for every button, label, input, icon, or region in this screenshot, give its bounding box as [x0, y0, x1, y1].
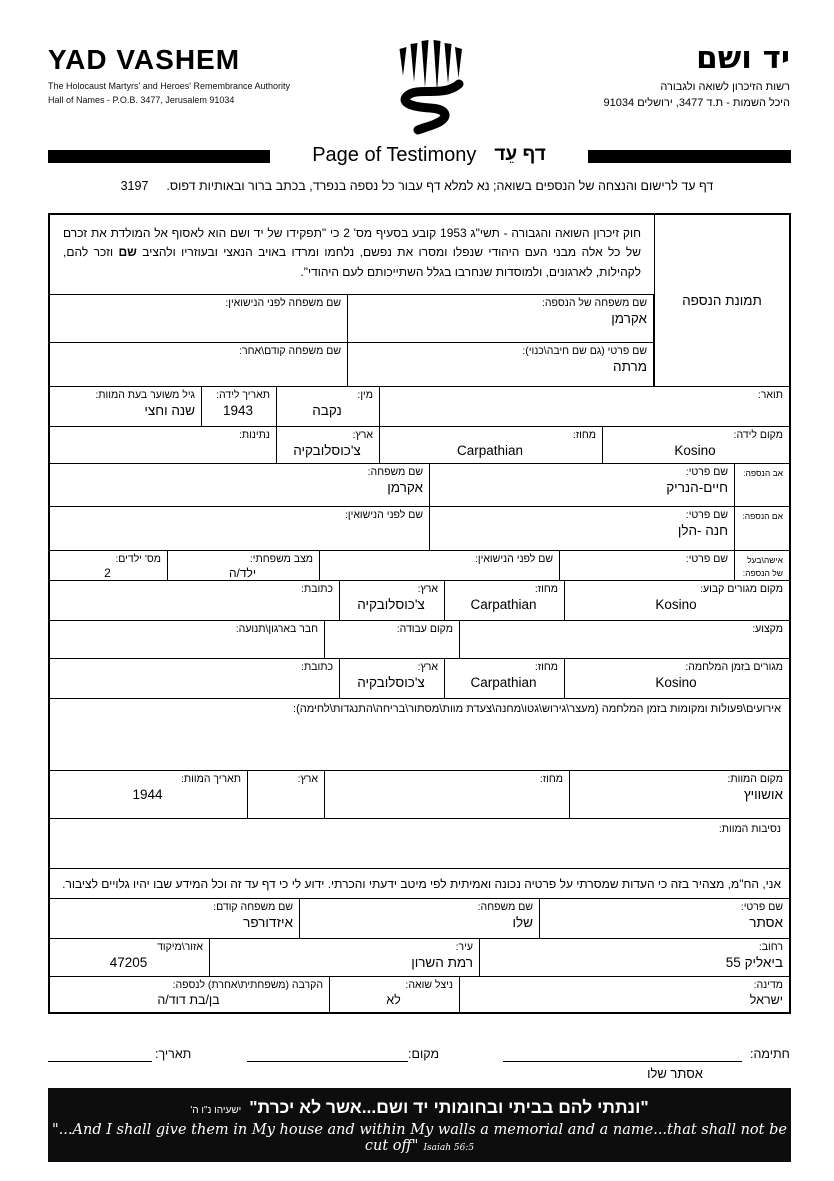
field-label: תאריך לידה:	[216, 389, 270, 401]
row-personal	[50, 387, 789, 427]
field-label: מחוז:	[534, 661, 558, 673]
field-label: מקום לידה:	[733, 429, 783, 441]
place-line	[247, 1061, 408, 1062]
field-residence-address	[50, 581, 340, 620]
field-residence-country	[340, 581, 445, 620]
field-label: שם משפחה קודם\אחר:	[239, 345, 341, 357]
field-label: חבר בארגון\תנועה:	[235, 623, 318, 635]
field-value: Kosino	[674, 443, 716, 459]
field-citizenship	[50, 427, 277, 463]
field-other-name	[50, 343, 348, 386]
law-paragraph	[50, 215, 654, 295]
field-label: של הנספה:	[742, 567, 783, 578]
field-organization-member	[50, 621, 325, 658]
field-label: ניצל שואה:	[405, 979, 453, 991]
field-submitter-family-name	[300, 899, 540, 938]
field-label: שם פרטי:	[740, 901, 783, 913]
field-label: מקום מגורים קבוע:	[700, 583, 783, 595]
field-birth-date	[202, 387, 277, 426]
field-death-circumstances	[50, 819, 789, 869]
field-birth-district	[380, 427, 603, 463]
header-right	[604, 42, 790, 112]
org-subtitle-he: רשות הזיכרון לשואה ולגבורה	[660, 80, 790, 93]
page-title-en: Page of Testimony	[312, 143, 477, 166]
field-label: שם פרטי (גם שם חיבה\כנוי):	[522, 345, 647, 357]
field-holocaust-survivor	[330, 977, 460, 1012]
field-father-first-name	[430, 464, 735, 506]
testimony-form-table	[48, 213, 791, 1014]
row-spouse	[50, 551, 789, 581]
field-first-name	[348, 343, 654, 386]
field-value: 47205	[109, 955, 148, 971]
field-label: נתינות:	[238, 429, 270, 441]
field-value: מרתה	[613, 359, 647, 375]
row-wartime-residence	[50, 659, 789, 699]
field-value: צ'כוסלובקיה	[357, 675, 425, 691]
field-label: מקום המוות:	[727, 773, 783, 785]
field-label: תאריך המוות:	[181, 773, 241, 785]
field-mother-first-name	[430, 507, 735, 550]
row-mother	[50, 507, 789, 551]
field-label: שם משפחה לפני הנישואין:	[225, 297, 341, 309]
field-death-district	[325, 771, 570, 818]
field-submitter-street	[480, 939, 789, 976]
field-spouse-first-name	[560, 551, 735, 580]
title-rule-left	[48, 150, 270, 163]
field-label: מדינה:	[753, 979, 783, 991]
field-death-date	[50, 771, 248, 818]
field-number-of-children	[50, 551, 168, 580]
row-death	[50, 771, 789, 819]
row-submitter-address	[50, 939, 789, 977]
field-label: רחוב:	[758, 941, 783, 953]
field-spouse-maiden-name	[320, 551, 560, 580]
row-submitter-name	[50, 899, 789, 939]
field-label: מס' ילדים:	[115, 553, 161, 565]
field-label: מחוז:	[534, 583, 558, 595]
footer-quote-hebrew-ref: ישעיהו נ"ו ה'	[190, 1105, 242, 1116]
field-wartime-place	[565, 659, 789, 698]
group-label-father	[735, 464, 789, 506]
field-label: ארץ:	[417, 661, 438, 673]
footer-quote-english: "...And I shall give them in My house and within My walls a memorial and a name...that shall not be cut off"	[52, 1121, 787, 1154]
field-value: אקרמן	[611, 311, 647, 327]
field-label: מצב משפחתי:	[249, 553, 313, 565]
field-relation-to-victim	[50, 977, 330, 1012]
field-value: שנה וחצי	[144, 403, 195, 419]
field-label: אב הנספה:	[743, 468, 783, 478]
law-text-bold: שם	[118, 245, 137, 260]
field-label: כתובת:	[301, 583, 333, 595]
instruction-text: דף עד לרישום והנצחה של הנספים בשואה; נא למלא דף עבור כל נספה בנפרד, בכתב ברור ובאותיות דפוס.	[166, 179, 714, 193]
field-label: ארץ:	[417, 583, 438, 595]
field-value: צ'כוסלובקיה	[293, 443, 361, 459]
field-father-family-name	[50, 464, 430, 506]
declaration-statement	[50, 869, 789, 899]
row-family-name	[50, 295, 654, 343]
field-value: 1943	[222, 403, 254, 419]
field-submitter-zip	[50, 939, 210, 976]
field-value: לא	[386, 993, 401, 1008]
field-value: בן/בת דוד/ה	[157, 993, 220, 1008]
row-profession	[50, 621, 789, 659]
signature-line	[503, 1061, 742, 1062]
field-death-place	[570, 771, 789, 818]
law-text-part2: וזכר להם, לקהילות, לארגונים, ולמוסדות שנחרבו בגלל השתייכותם לעם היהודי".	[63, 245, 641, 279]
row-submitter-country	[50, 977, 789, 1012]
field-residence-district	[445, 581, 565, 620]
law-text-part1: חוק זיכרון השואה והגבורה - תשי"ג 1953 קובע בסעיף מס' 2 כי "תפקידו של יד ושם הוא לאסוף אל המולדת את זכרם של כל אלה מבני העם היהודי שנפלו ומסרו את נפשם, נלחמו ומרדו באויב הנאצי ובעוזריו ולהציב	[63, 226, 642, 260]
field-label: שם פרטי:	[685, 553, 728, 565]
page-title	[270, 139, 588, 171]
field-label: מין:	[357, 389, 373, 401]
field-value: שלו	[512, 915, 533, 931]
field-wartime-address	[50, 659, 340, 698]
field-gender	[277, 387, 380, 426]
photo-label: תמונת הנספה	[682, 293, 762, 308]
org-name-en: YAD VASHEM	[48, 44, 241, 75]
field-value: 2	[104, 566, 111, 580]
field-value: ילד/ה	[228, 566, 257, 580]
field-wartime-events	[50, 699, 789, 771]
footer-quote-hebrew: "ונתתי להם בביתי ובחומותי יד ושם...אשר לא יכרת"	[249, 1097, 649, 1117]
field-value: אקרמן	[387, 480, 423, 496]
field-title	[380, 387, 789, 426]
group-label-spouse	[735, 551, 789, 580]
row-birth-place	[50, 427, 789, 464]
field-value: נקבה	[312, 403, 342, 419]
signature-label: חתימה:	[750, 1047, 790, 1061]
field-value: Carpathian	[456, 443, 524, 459]
date-label: תאריך:	[155, 1047, 192, 1061]
field-label: מחוז:	[539, 773, 563, 785]
field-value: חנה -הלן	[677, 523, 728, 539]
field-age-at-death	[50, 387, 202, 426]
org-subtitle-en: The Holocaust Martyrs' and Heroes' Remembrance Authority	[48, 81, 291, 91]
field-label: הקרבה (משפחתית\אחרת) לנספה:	[172, 979, 323, 991]
field-profession	[460, 621, 789, 658]
place-label: מקום:	[408, 1047, 440, 1061]
field-label: שם פרטי:	[685, 466, 728, 478]
top-left-column	[50, 215, 654, 386]
title-rule-right	[588, 150, 791, 163]
field-mother-maiden-name	[50, 507, 430, 550]
signature-value: אסתר שלו	[647, 1066, 703, 1081]
filling-instruction	[0, 179, 834, 193]
field-workplace	[325, 621, 460, 658]
field-label: מקצוע:	[752, 623, 783, 635]
field-label: גיל משוער בעת המוות:	[95, 389, 195, 401]
field-value: Carpathian	[470, 597, 537, 613]
field-death-country	[248, 771, 325, 818]
org-address-en: Hall of Names - P.O.B. 3477, Jerusalem 91034	[48, 94, 235, 105]
field-label: שם לפני הנישואין:	[344, 509, 423, 521]
field-label: שם פרטי:	[685, 509, 728, 521]
field-value: אסתר	[749, 915, 783, 931]
field-label: ארץ:	[352, 429, 373, 441]
field-label: מגורים בזמן המלחמה:	[685, 661, 783, 673]
org-address-he: היכל השמות - ת.ד 3477, ירושלים 91034	[603, 97, 790, 110]
field-label: שם לפני הנישואין:	[474, 553, 553, 565]
field-value: איזדורפר	[243, 915, 293, 931]
field-label: שם משפחה של הנספה:	[541, 297, 647, 309]
footer-quote-bar	[48, 1088, 791, 1162]
field-maiden-name	[50, 295, 348, 342]
field-submitter-city	[210, 939, 480, 976]
declaration-text: אני, הח"מ, מצהיר בזה כי העדות שמסרתי על פרטיה נכונה ואמיתית לפי מיטב ידעתי והכרתי. ידוע לי כי דף עד זה וכל המידע שבו יהיו גלויים לציבור.	[62, 877, 781, 891]
field-residence-place	[565, 581, 789, 620]
row-first-name	[50, 343, 654, 386]
field-wartime-country	[340, 659, 445, 698]
field-label: תואר:	[757, 389, 783, 401]
yad-vashem-menorah-icon	[393, 34, 465, 138]
form-number: 3197	[120, 179, 149, 193]
field-submitter-country	[460, 977, 789, 1012]
header-left	[48, 46, 290, 108]
row-permanent-residence	[50, 581, 789, 621]
field-label: שם משפחה:	[367, 466, 423, 478]
field-label: אירועים\פעולות ומקומות בזמן המלחמה (מעצר\גירוש\גטו\מחנה\צעדת מוות\מסתור\בריחה\התנגדות\לחימה):	[293, 703, 781, 715]
field-birth-country	[277, 427, 380, 463]
top-section	[50, 215, 789, 387]
field-value: Carpathian	[470, 675, 537, 691]
field-marital-status	[168, 551, 320, 580]
field-label: נסיבות המוות:	[718, 823, 781, 835]
field-value: Kosino	[655, 675, 697, 691]
field-submitter-previous-name	[50, 899, 300, 938]
field-label: ארץ:	[297, 773, 318, 785]
row-father	[50, 464, 789, 507]
field-value: אושוויץ	[743, 787, 783, 803]
field-value: 1944	[132, 787, 163, 803]
footer-quote-english-ref: Isaiah 56:5	[423, 1142, 475, 1153]
field-label: אישה\בעל	[747, 555, 783, 565]
field-family-name	[348, 295, 654, 342]
field-value: Kosino	[655, 597, 697, 613]
field-submitter-first-name	[540, 899, 789, 938]
date-line	[48, 1061, 152, 1062]
victim-photo-placeholder	[654, 215, 789, 386]
field-value: צ'כוסלובקיה	[357, 597, 425, 613]
field-value: רמת השרון	[411, 955, 473, 971]
group-label-mother	[735, 507, 789, 550]
field-label: שם משפחה קודם:	[213, 901, 293, 913]
field-label: אזור\מיקוד	[157, 941, 203, 953]
field-value: ישראל	[749, 993, 783, 1008]
field-birth-place	[603, 427, 789, 463]
page-title-he: דף עֵד	[494, 144, 546, 165]
field-value: ביאליק 55	[725, 955, 783, 971]
field-wartime-district	[445, 659, 565, 698]
field-label: אם הנספה:	[742, 511, 783, 521]
field-label: מקום עבודה:	[396, 623, 453, 635]
field-label: מחוז:	[572, 429, 596, 441]
field-label: כתובת:	[301, 661, 333, 673]
field-value: חיים-הנריק	[666, 480, 728, 496]
field-label: עיר:	[455, 941, 473, 953]
org-name-he: יד ושם	[696, 40, 790, 76]
field-label: שם משפחה:	[477, 901, 533, 913]
